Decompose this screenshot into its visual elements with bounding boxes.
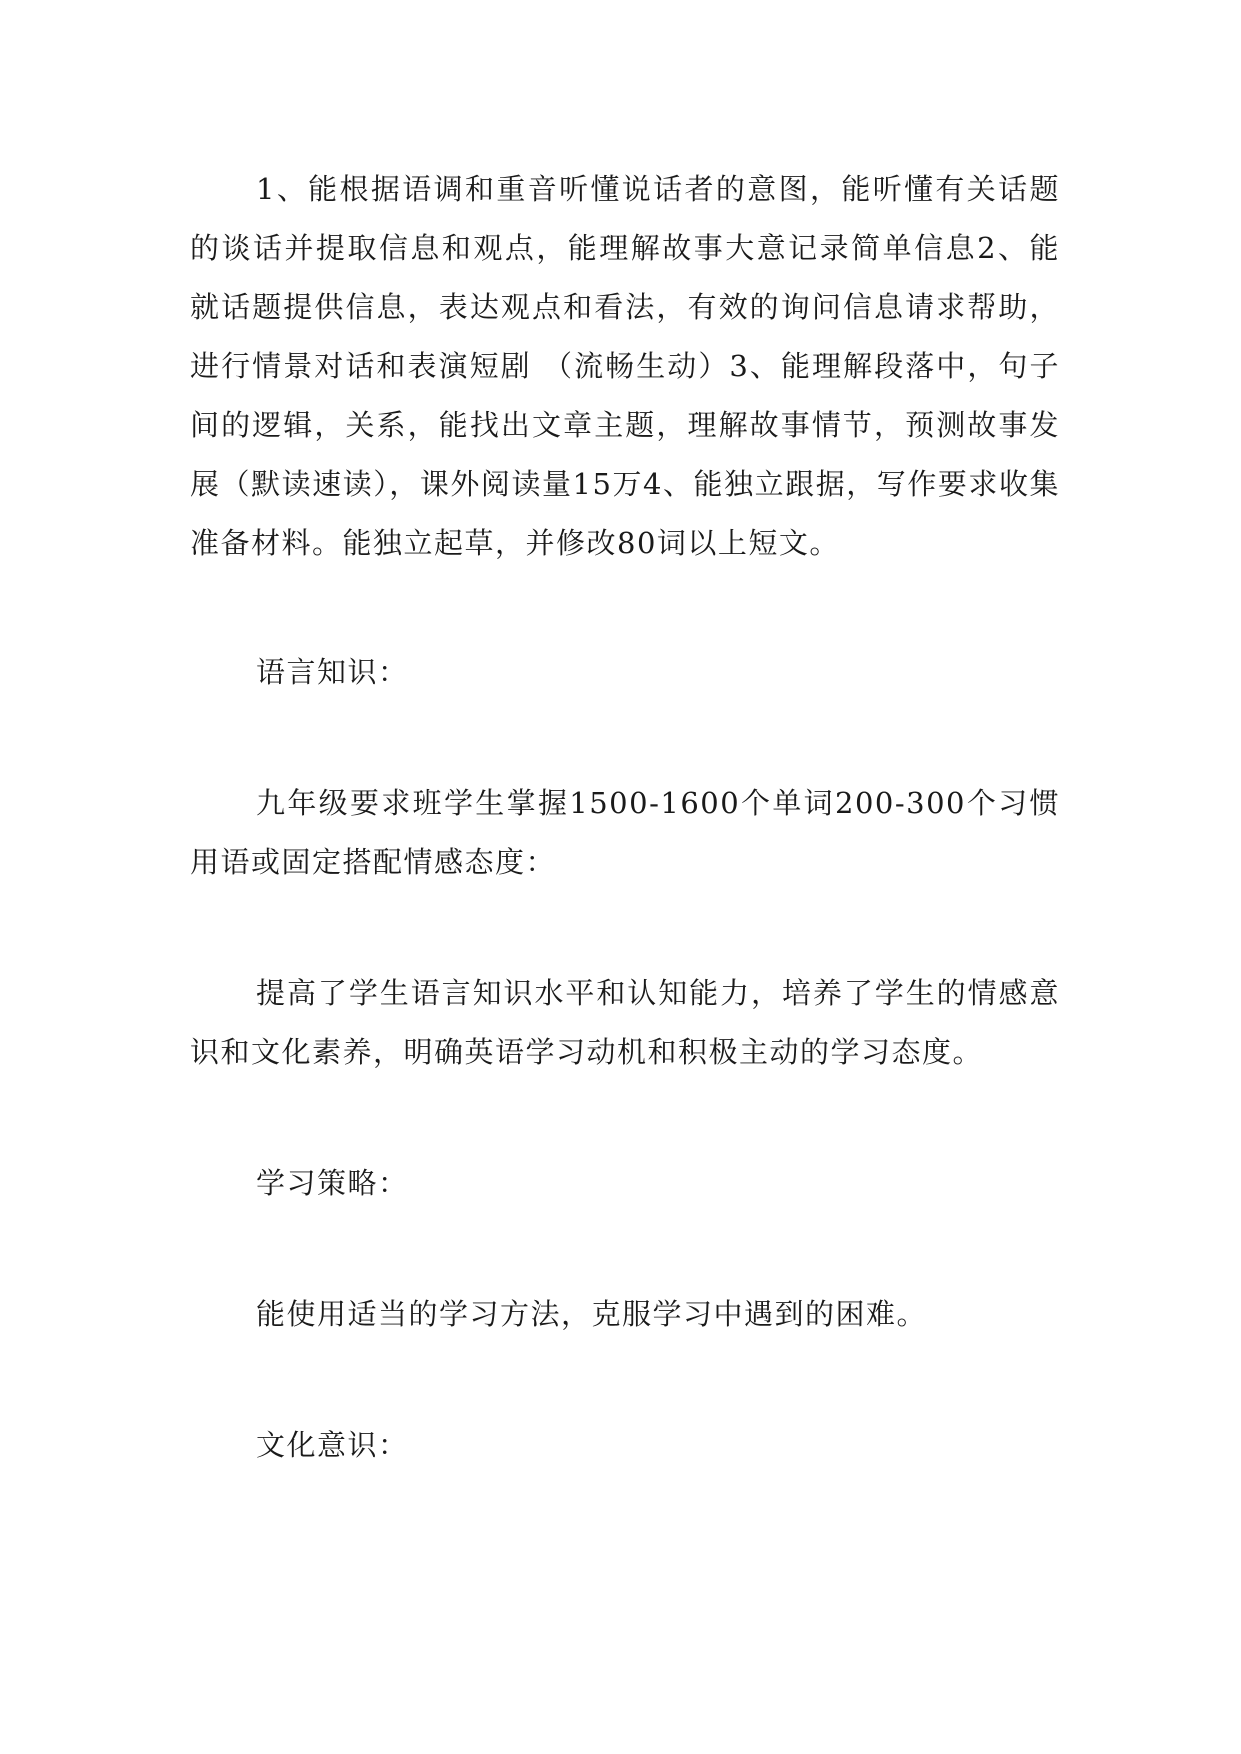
paragraph-strategy: 能使用适当的学习方法，克服学习中遇到的困难。 — [256, 1297, 928, 1331]
heading-language-knowledge: 语言知识： — [256, 655, 409, 689]
document-page — [190, 160, 1060, 1475]
paragraph-vocabulary: 九年级要求班学生掌握1500-1600个单词200-300个习惯用语或固定搭配情感态度： — [190, 786, 1060, 879]
heading-cultural-awareness: 文化意识： — [256, 1428, 409, 1462]
paragraph-attitude: 提高了学生语言知识水平和认知能力，培养了学生的情感意识和文化素养，明确英语学习动机和积极主动的学习态度。 — [190, 976, 1060, 1069]
paragraph-skills: 1、能根据语调和重音听懂说话者的意图，能听懂有关话题的谈话并提取信息和观点，能理解故事大意记录简单信息2、能就话题提供信息，表达观点和看法，有效的询问信息请求帮助，进行情景对话和表演短剧 （流畅生动）3、能理解段落中，句子间的逻辑，关系，能找出文章主题，理解故事情节，预测故事发展（默读速读），课外阅读量15万4、能独立跟据，写作要求收集准备材料。能独立起草，并修改80词以上短文。 — [190, 172, 1060, 560]
heading-learning-strategy: 学习策略： — [256, 1166, 409, 1200]
